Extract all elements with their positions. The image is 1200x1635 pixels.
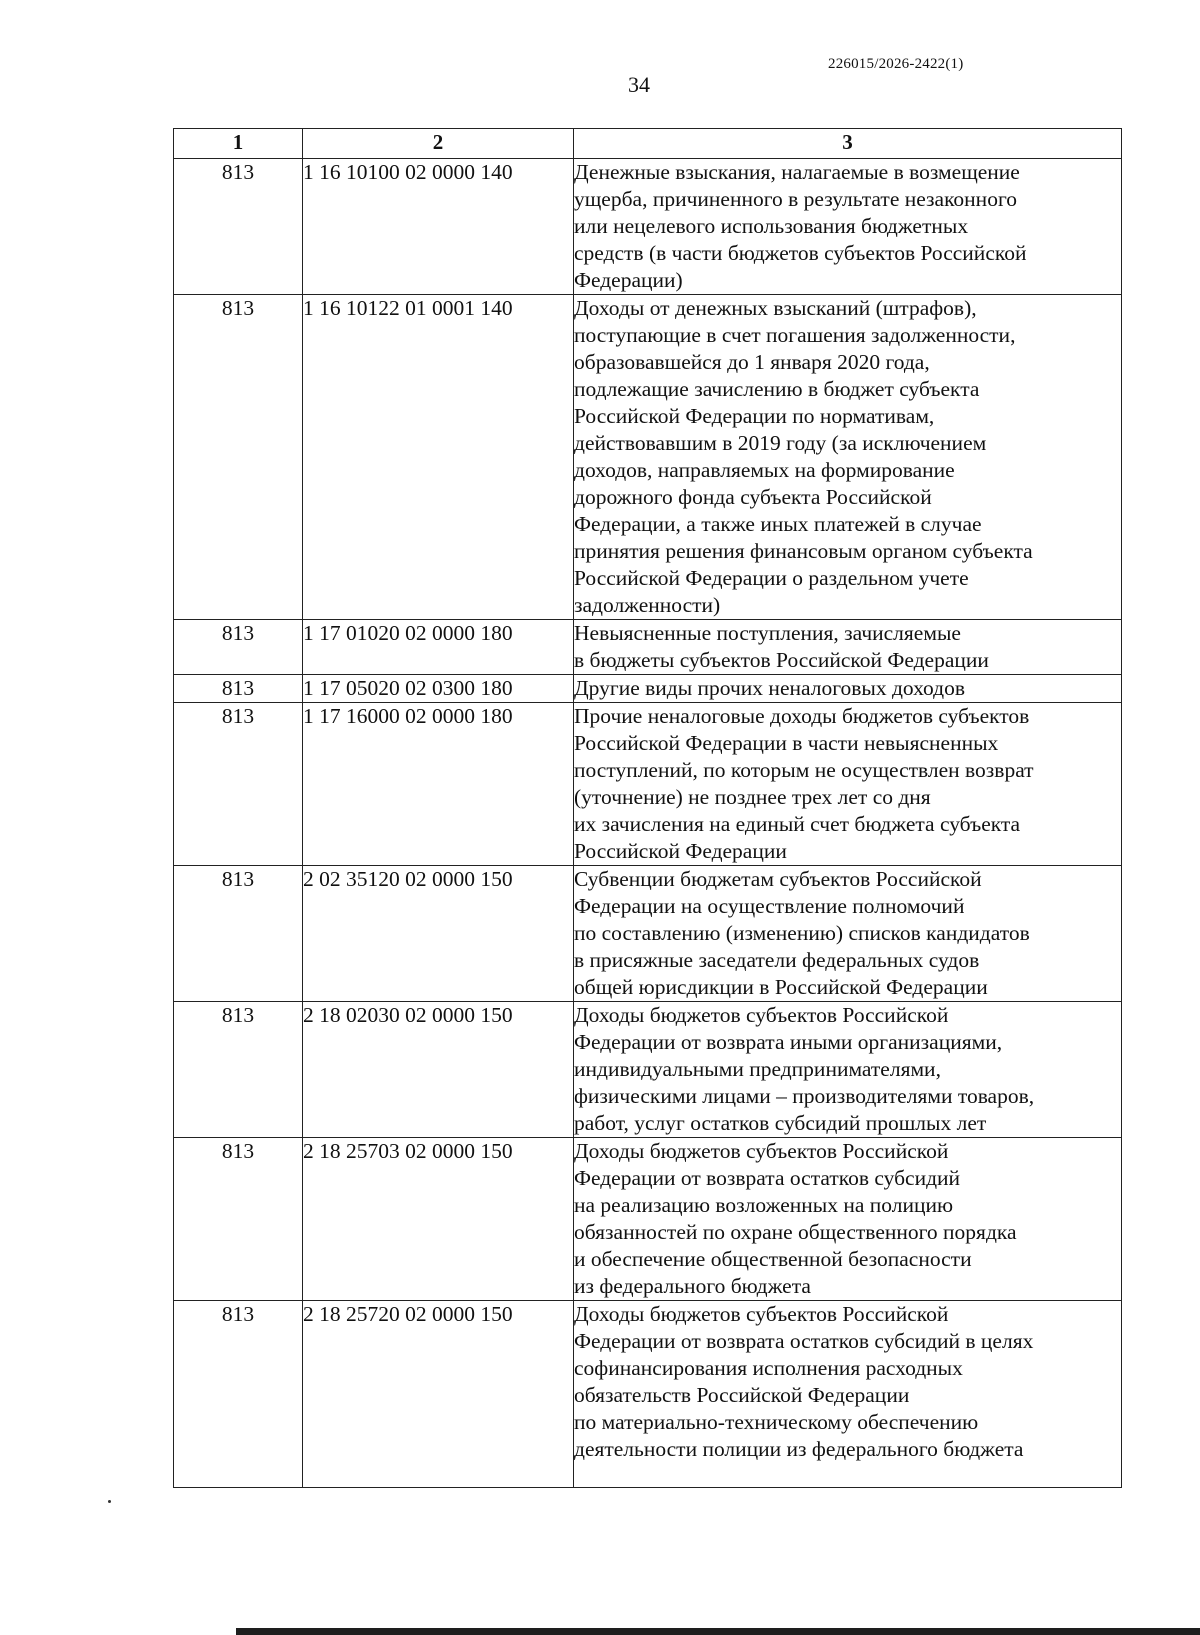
table-row <box>174 1002 1122 1138</box>
column-header-2: 2 <box>303 129 574 159</box>
description-line: Субвенции бюджетам субъектов Российской <box>574 867 982 891</box>
revenue-codes-table <box>173 128 1122 1488</box>
description-line: Российской Федерации по нормативам, <box>574 404 935 428</box>
description-line: Федерации от возврата остатков субсидий в целях <box>574 1329 1034 1353</box>
description-line: Российской Федерации <box>574 839 787 863</box>
description-cell <box>574 1138 1122 1301</box>
description-line: Федерации на осуществление полномочий <box>574 894 965 918</box>
description-line: в бюджеты субъектов Российской Федерации <box>574 648 989 672</box>
admin-code-cell: 813 <box>174 1002 303 1138</box>
scan-edge-bar <box>236 1628 1200 1635</box>
kbk-code-cell: 2 18 25720 02 0000 150 <box>303 1301 574 1488</box>
description-cell <box>574 1002 1122 1138</box>
admin-code-cell: 813 <box>174 703 303 866</box>
table-row <box>174 703 1122 866</box>
table-body <box>174 159 1122 1488</box>
description-line: подлежащие зачислению в бюджет субъекта <box>574 377 980 401</box>
description-line: задолженности) <box>574 593 721 617</box>
table-header-row <box>174 129 1122 159</box>
kbk-code-cell: 1 17 01020 02 0000 180 <box>303 620 574 675</box>
description-line: Российской Федерации в части невыясненных <box>574 731 999 755</box>
admin-code-cell: 813 <box>174 675 303 703</box>
table-row <box>174 620 1122 675</box>
description-line: принятия решения финансовым органом субъекта <box>574 539 1033 563</box>
description-line: или нецелевого использования бюджетных <box>574 214 969 238</box>
description-cell <box>574 295 1122 620</box>
description-line: поступающие в счет погашения задолженности, <box>574 323 1016 347</box>
description-cell <box>574 159 1122 295</box>
description-line: и обеспечение общественной безопасности <box>574 1247 972 1271</box>
description-line: Прочие неналоговые доходы бюджетов субъектов <box>574 704 1030 728</box>
description-cell <box>574 1301 1122 1488</box>
description-cell <box>574 866 1122 1002</box>
description-cell <box>574 620 1122 675</box>
description-line: деятельности полиции из федерального бюджета <box>574 1437 1024 1461</box>
description-line: физическими лицами – производителями товаров, <box>574 1084 1035 1108</box>
description-line: Федерации, а также иных платежей в случае <box>574 512 982 536</box>
description-line: Невыясненные поступления, зачисляемые <box>574 621 961 645</box>
description-line: Доходы бюджетов субъектов Российской <box>574 1302 949 1326</box>
description-line: работ, услуг остатков субсидий прошлых лет <box>574 1111 987 1135</box>
description-line: в присяжные заседатели федеральных судов <box>574 948 980 972</box>
description-line: действовавшим в 2019 году (за исключением <box>574 431 987 455</box>
description-line: по составлению (изменению) списков кандидатов <box>574 921 1030 945</box>
description-line: Другие виды прочих неналоговых доходов <box>574 676 966 700</box>
description-line: Денежные взыскания, налагаемые в возмещение <box>574 160 1020 184</box>
description-line: доходов, направляемых на формирование <box>574 458 955 482</box>
description-line: поступлений, по которым не осуществлен возврат <box>574 758 1034 782</box>
table-row <box>174 159 1122 295</box>
admin-code-cell: 813 <box>174 866 303 1002</box>
admin-code-cell: 813 <box>174 620 303 675</box>
admin-code-cell: 813 <box>174 295 303 620</box>
description-line: Российской Федерации о раздельном учете <box>574 566 969 590</box>
description-line: софинансирования исполнения расходных <box>574 1356 963 1380</box>
description-line: средств (в части бюджетов субъектов Российской <box>574 241 1027 265</box>
kbk-code-cell: 1 16 10122 01 0001 140 <box>303 295 574 620</box>
description-line: Доходы от денежных взысканий (штрафов), <box>574 296 977 320</box>
table-row <box>174 1138 1122 1301</box>
column-header-1: 1 <box>174 129 303 159</box>
description-line: по материально-техническому обеспечению <box>574 1410 979 1434</box>
table-row <box>174 866 1122 1002</box>
description-line: их зачисления на единый счет бюджета субъекта <box>574 812 1021 836</box>
description-line: обязательств Российской Федерации <box>574 1383 910 1407</box>
kbk-code-cell: 2 18 02030 02 0000 150 <box>303 1002 574 1138</box>
kbk-code-cell: 2 02 35120 02 0000 150 <box>303 866 574 1002</box>
table-row <box>174 295 1122 620</box>
admin-code-cell: 813 <box>174 159 303 295</box>
description-line: дорожного фонда субъекта Российской <box>574 485 932 509</box>
description-line: Федерации) <box>574 268 683 292</box>
description-cell <box>574 703 1122 866</box>
page-number: 34 <box>628 72 650 97</box>
kbk-code-cell: 1 17 05020 02 0300 180 <box>303 675 574 703</box>
description-line: образовавшейся до 1 января 2020 года, <box>574 350 930 374</box>
description-line: Доходы бюджетов субъектов Российской <box>574 1003 949 1027</box>
description-cell <box>574 675 1122 703</box>
kbk-code-cell: 2 18 25703 02 0000 150 <box>303 1138 574 1301</box>
kbk-code-cell: 1 16 10100 02 0000 140 <box>303 159 574 295</box>
admin-code-cell: 813 <box>174 1301 303 1488</box>
description-line: Доходы бюджетов субъектов Российской <box>574 1139 949 1163</box>
kbk-code-cell: 1 17 16000 02 0000 180 <box>303 703 574 866</box>
description-line: (уточнение) не позднее трех лет со дня <box>574 785 931 809</box>
description-line: индивидуальными предпринимателями, <box>574 1057 941 1081</box>
description-line: общей юрисдикции в Российской Федерации <box>574 975 988 999</box>
table-row <box>174 675 1122 703</box>
description-line: ущерба, причиненного в результате незаконного <box>574 187 1017 211</box>
column-header-3: 3 <box>574 129 1122 159</box>
admin-code-cell: 813 <box>174 1138 303 1301</box>
description-line: обязанностей по охране общественного порядка <box>574 1220 1017 1244</box>
description-line: Федерации от возврата иными организациями, <box>574 1030 1003 1054</box>
description-line: на реализацию возложенных на полицию <box>574 1193 954 1217</box>
table-row <box>174 1301 1122 1488</box>
scan-speck <box>108 1500 111 1503</box>
description-line: из федерального бюджета <box>574 1274 811 1298</box>
description-line: Федерации от возврата остатков субсидий <box>574 1166 961 1190</box>
document-number: 226015/2026-2422(1) <box>828 56 964 72</box>
